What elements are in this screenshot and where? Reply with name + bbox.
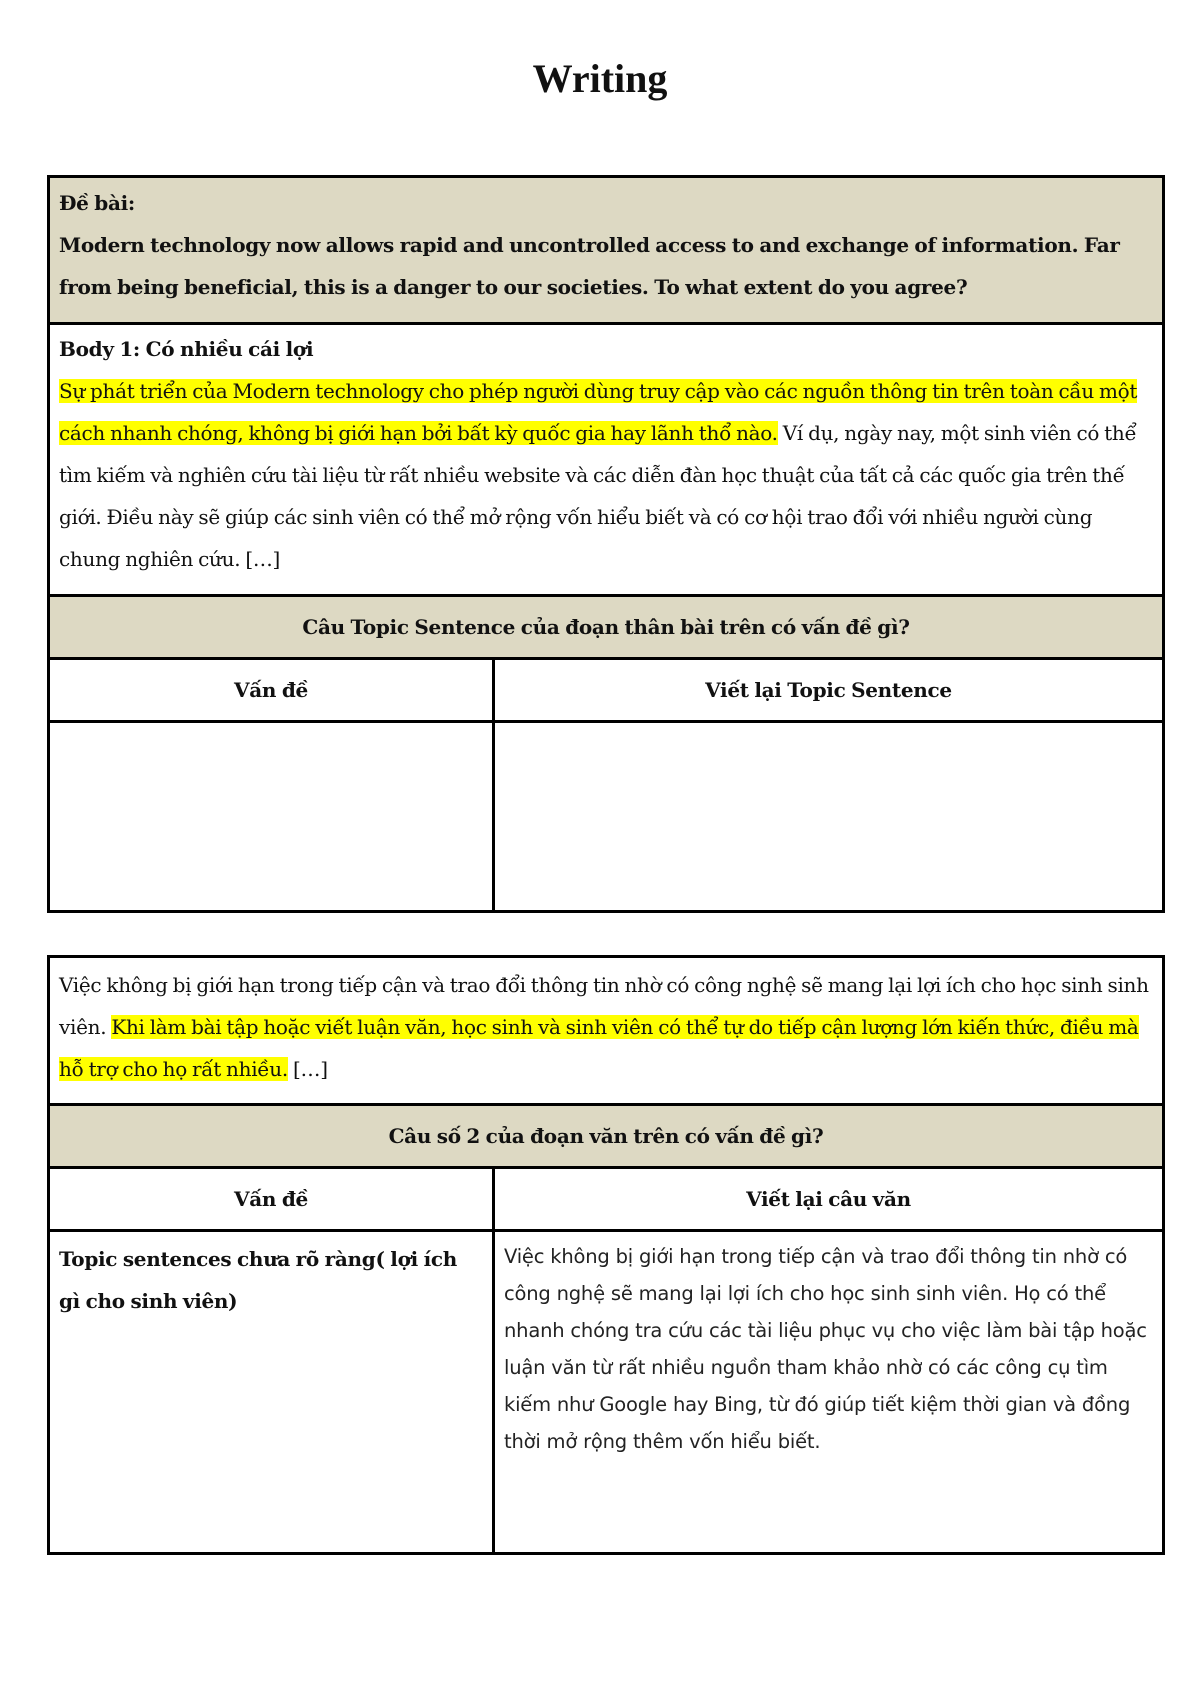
body-paragraph — [59, 370, 1153, 580]
question-header: Câu số 2 của đoạn văn trên có vấn đề gì? — [49, 1105, 1164, 1168]
prompt-text: Modern technology now allows rapid and uncontrolled access to and exchange of information. Far from being beneficial, this is a danger to our societies. To what extent do you agree? — [59, 233, 1120, 299]
paragraph-start: Việc không bị giới hạn trong tiếp cận và trao đổi thông tin nhờ có công nghệ sẽ mang lại lợi ích cho học sinh sinh viên. — [59, 973, 1149, 1039]
body-paragraph-rest: Ví dụ, ngày nay, một sinh viên có thể tìm kiếm và nghiên cứu tài liệu từ rất nhiều website và các diễn đàn học thuật của tất cả các quốc gia trên thế giới. Điều này sẽ giúp các sinh viên có thể mở rộng vốn hiểu biết và có cơ hội trao đổi với nhiều người cùng chung nghiên cứu. […] — [59, 421, 1137, 571]
problem-answer-text: Topic sentences chưa rõ ràng( lợi ích gì cho sinh viên) — [59, 1247, 457, 1313]
essay-prompt-cell — [49, 177, 1164, 324]
column-header-rewrite: Viết lại Topic Sentence — [494, 659, 1164, 722]
column-header-problem: Vấn đề — [49, 1168, 494, 1231]
rewrite-answer-cell[interactable] — [494, 1231, 1164, 1554]
problem-answer-cell[interactable] — [49, 722, 494, 912]
highlighted-topic-sentence: Sự phát triển của Modern technology cho phép người dùng truy cập vào các nguồn thông tin trên toàn cầu một cách nhanh chóng, không bị giới hạn bởi bất kỳ quốc gia hay lãnh thổ nào. — [59, 379, 1138, 445]
rewrite-answer-cell[interactable] — [494, 722, 1164, 912]
exercise-2-table — [47, 955, 1165, 1555]
paragraph-end: […] — [287, 1057, 328, 1081]
rewrite-answer-text: Việc không bị giới hạn trong tiếp cận và trao đổi thông tin nhờ có công nghệ sẽ mang lại lợi ích cho học sinh sinh viên. Họ có thể nhanh chóng tra cứu các tài liệu phục vụ cho việc làm bài tập hoặc luận văn từ rất nhiều nguồn tham khảo nhờ có các công cụ tìm kiếm như Google hay Bing, từ đó giúp tiết kiệm thời gian và đồng thời mở rộng thêm vốn hiểu biết. — [504, 1245, 1147, 1453]
question-header: Câu Topic Sentence của đoạn thân bài trên có vấn đề gì? — [49, 596, 1164, 659]
page-title: Writing — [532, 56, 668, 101]
body-paragraph-cell — [49, 324, 1164, 596]
paragraph-cell — [49, 957, 1164, 1105]
exercise-1-table — [47, 175, 1165, 913]
column-header-problem: Vấn đề — [49, 659, 494, 722]
highlighted-sentence: Khi làm bài tập hoặc viết luận văn, học sinh và sinh viên có thể tự do tiếp cận lượng lớn kiến thức, điều mà hỗ trợ cho họ rất nhiều. — [59, 1015, 1139, 1081]
prompt-label: Đề bài: — [59, 191, 135, 215]
column-header-rewrite: Viết lại câu văn — [494, 1168, 1164, 1231]
problem-answer-cell[interactable] — [49, 1231, 494, 1554]
body-heading: Body 1: Có nhiều cái lợi — [59, 337, 314, 361]
